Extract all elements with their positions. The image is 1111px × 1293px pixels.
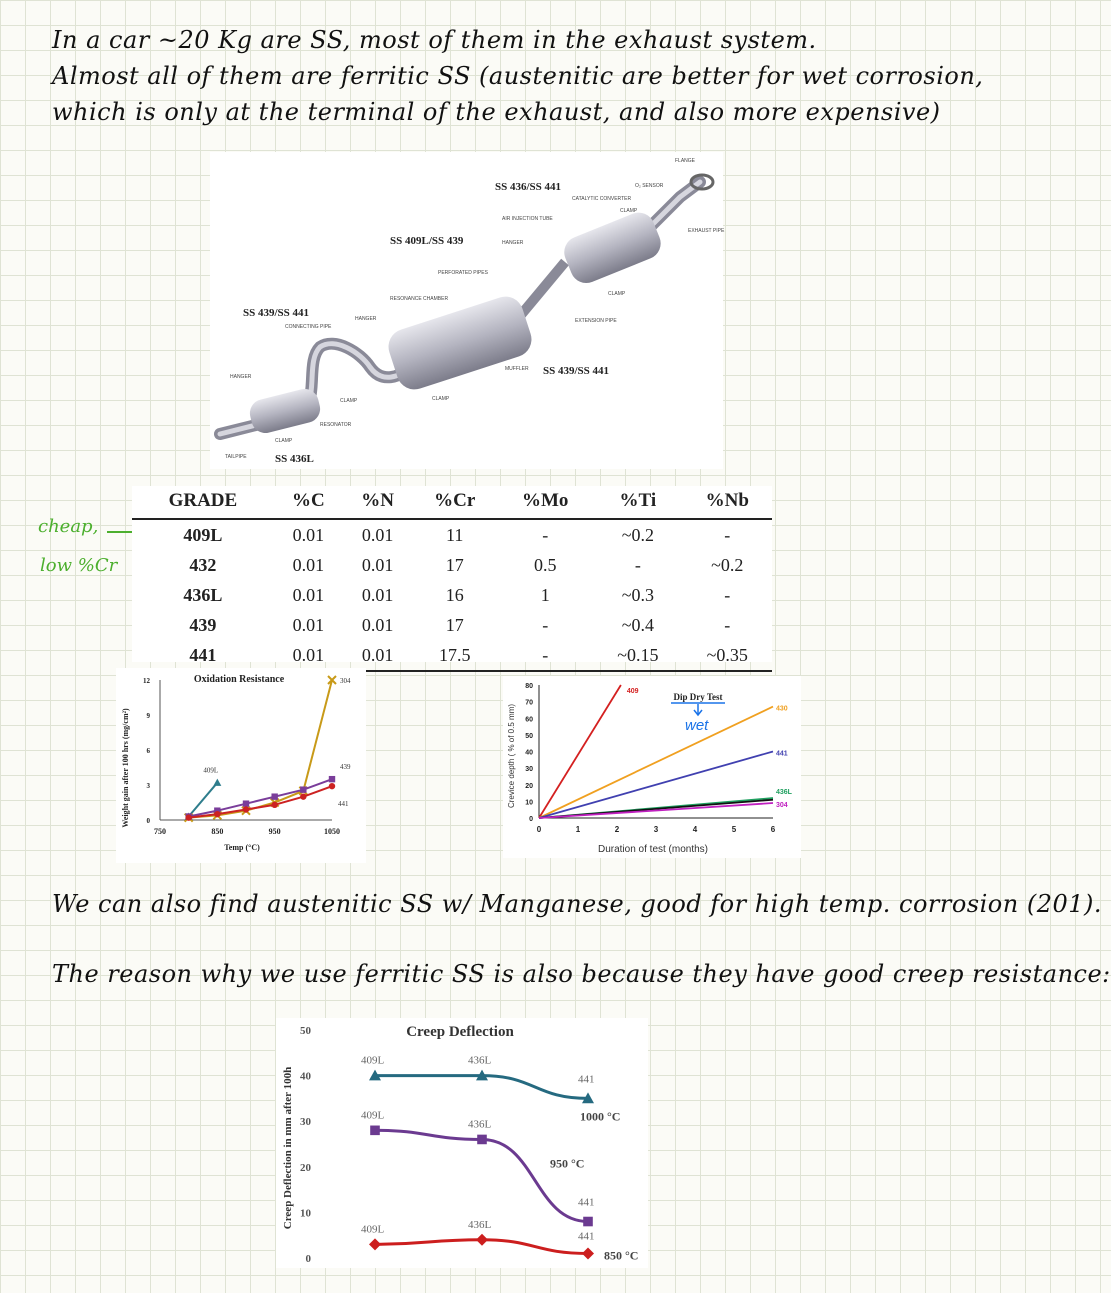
table-header: %C [274, 486, 343, 519]
data-point [583, 1217, 593, 1227]
series-label: 436L [776, 789, 792, 797]
table-cell: 0.01 [361, 584, 394, 605]
table-cell: - [542, 614, 549, 635]
y-axis-label: Crevice depth ( % of 0.5 mm) [507, 703, 516, 809]
table-cell: - [724, 614, 731, 635]
y-tick-label: 0 [305, 1253, 311, 1265]
table-cell: 11 [446, 524, 464, 545]
part-label-clamp-4: CLAMP [432, 396, 450, 402]
part-label-resonance-chamber: RESONANCE CHAMBER [390, 296, 449, 302]
table-cell: 0.5 [533, 554, 557, 575]
note-line-2: Almost all of them are ferritic SS (austenitic are better for wet corrosion, [52, 62, 984, 90]
series-label: 950 °C [550, 1156, 585, 1171]
part-label-o2-sensor: O₂ SENSOR [635, 183, 664, 189]
grade-label-1: SS 436/SS 441 [495, 181, 562, 193]
x-axis-label: Duration of test (months) [597, 844, 709, 855]
y-tick-label: 10 [525, 799, 533, 807]
table-header: %N [343, 486, 412, 519]
y-tick-label: 60 [525, 716, 533, 724]
table-cell: 409L [183, 524, 223, 545]
table-cell: 16 [445, 584, 464, 605]
category-label: 441 [578, 1196, 595, 1209]
data-point [300, 793, 306, 799]
table-cell: 439 [189, 614, 217, 635]
x-tick-label: 950 [268, 827, 281, 836]
table-row [132, 550, 772, 580]
data-point [271, 802, 277, 808]
category-label: 409L [361, 1054, 385, 1067]
data-point [329, 783, 335, 789]
x-tick-label: 6 [770, 825, 776, 834]
x-tick-label: 750 [154, 827, 166, 836]
part-label-clamp-2: CLAMP [608, 291, 626, 297]
grade-label-4: SS 439/SS 441 [543, 365, 610, 377]
table-cell: - [497, 640, 593, 671]
table-cell: ~0.35 [683, 640, 773, 671]
series-label: 850 °C [604, 1248, 639, 1263]
table-cell: - [542, 524, 549, 545]
series-label: 441 [776, 750, 788, 758]
chart-title: Dip Dry Test [673, 692, 723, 702]
grade-label-2: SS 409L/SS 439 [390, 235, 464, 247]
y-tick-label: 20 [300, 1161, 311, 1174]
data-point [369, 1238, 381, 1250]
series-label: 304 [776, 802, 788, 810]
note-line-4: We can also find austenitic SS w/ Manganese, good for high temp. corrosion (201). [52, 890, 1102, 918]
part-label-hanger-2: HANGER [355, 316, 377, 322]
grade-label-5: SS 436L [275, 453, 314, 465]
x-tick-label: 5 [731, 825, 737, 834]
x-tick-label: 1050 [324, 827, 340, 836]
series-label: 409 [626, 688, 639, 695]
oxidation-chart-panel [116, 668, 366, 863]
part-label-air-injection-tube: AIR INJECTION TUBE [502, 216, 553, 222]
table-cell: 0.01 [292, 554, 325, 575]
table-cell: 17.5 [412, 640, 497, 671]
part-label-extension-pipe: EXTENSION PIPE [575, 318, 617, 324]
part-label-clamp-5: CLAMP [275, 438, 293, 444]
table-cell: 0.01 [361, 614, 394, 635]
y-tick-label: 6 [146, 747, 150, 755]
table-cell: ~0.15 [593, 640, 682, 671]
y-tick-label: 30 [300, 1116, 311, 1129]
composition-table [132, 486, 772, 672]
series-label: 441 [338, 800, 349, 809]
series-line [189, 779, 332, 816]
y-axis-label: Weight gain after 100 hrs (mg/cm²) [121, 708, 130, 828]
category-label: 441 [578, 1073, 595, 1086]
data-point [582, 1247, 594, 1259]
creep-deflection-chart [276, 1018, 648, 1268]
note-line-3: which is only at the terminal of the exhaust, and also more expensive) [52, 98, 941, 126]
table-cell: ~0.4 [621, 614, 654, 635]
table-cell: 0.01 [361, 554, 394, 575]
data-point [477, 1135, 487, 1145]
part-label-resonator: RESONATOR [320, 422, 352, 428]
x-tick-label: 2 [614, 825, 620, 834]
exhaust-system-diagram [210, 152, 723, 469]
series-label: 439 [340, 763, 351, 772]
data-point [476, 1234, 488, 1246]
chart-title: Creep Deflection [406, 1024, 514, 1040]
part-label-perforated-pipes: PERFORATED PIPES [438, 270, 488, 276]
table-cell: - [634, 554, 641, 575]
x-tick-label: 0 [536, 825, 542, 834]
series-line [189, 680, 332, 818]
table-cell: 0.01 [274, 640, 343, 671]
table-row [132, 519, 772, 550]
table-cell: ~0.3 [621, 584, 654, 605]
y-tick-label: 50 [525, 732, 533, 740]
series-label: 430 [776, 705, 788, 713]
category-label: 436L [468, 1218, 492, 1231]
y-axis-label: Creep Deflection in mm after 100h [282, 1066, 294, 1230]
data-point [243, 806, 249, 812]
note-line-5: The reason why we use ferritic SS is also because they have good creep resistance: [52, 960, 1111, 988]
table-cell: 432 [189, 554, 217, 575]
data-point [370, 1126, 380, 1136]
category-label: 409L [361, 1223, 385, 1236]
x-axis-label: Temp (°C) [224, 843, 260, 852]
part-label-muffler: MUFFLER [505, 366, 529, 372]
series-label: 304 [340, 677, 351, 685]
creep-chart-panel [276, 1018, 648, 1268]
y-tick-label: 0 [146, 817, 150, 825]
chart-title: Oxidation Resistance [193, 674, 285, 685]
dip-dry-test-chart [503, 676, 801, 858]
series-label: 409L [203, 766, 219, 775]
wet-annotation: wet [685, 717, 709, 734]
data-point [271, 793, 277, 799]
table-cell: ~0.2 [621, 524, 654, 545]
table-header: %Cr [412, 486, 497, 519]
y-tick-label: 0 [529, 816, 533, 823]
y-tick-label: 9 [146, 712, 150, 720]
y-tick-label: 3 [146, 782, 150, 790]
table-row [132, 610, 772, 640]
table-header: %Nb [683, 486, 773, 519]
part-label-clamp-1: CLAMP [620, 208, 638, 214]
table-row [132, 640, 772, 671]
y-tick-label: 50 [300, 1025, 311, 1037]
category-label: 441 [578, 1230, 595, 1243]
data-point [185, 814, 191, 820]
x-tick-label: 4 [692, 825, 698, 834]
y-tick-label: 70 [525, 699, 533, 707]
table-cell: 17 [445, 554, 464, 575]
part-label-flange: FLANGE [675, 158, 696, 164]
y-tick-label: 40 [525, 749, 533, 757]
table-cell: 0.01 [343, 640, 412, 671]
series-label: 1000 °C [580, 1109, 621, 1124]
data-point [300, 786, 306, 792]
data-point [213, 779, 221, 786]
x-tick-label: 3 [653, 825, 659, 834]
table-cell: - [724, 584, 731, 605]
part-label-hanger-1: HANGER [502, 240, 524, 246]
annotation-low-cr: low %Cr [40, 555, 118, 576]
category-label: 436L [468, 1118, 492, 1131]
data-point [214, 811, 220, 817]
composition-table-panel [132, 486, 772, 665]
annotation-cheap: cheap, [38, 516, 99, 537]
table-cell: - [724, 524, 731, 545]
grade-label-3: SS 439/SS 441 [243, 307, 310, 319]
y-tick-label: 80 [525, 683, 533, 690]
y-tick-label: 10 [300, 1207, 311, 1220]
table-header: %Ti [593, 486, 682, 519]
oxidation-resistance-chart [116, 668, 366, 863]
data-point [243, 800, 249, 806]
table-cell: 0.01 [292, 524, 325, 545]
table-header-row [132, 486, 772, 519]
part-label-hanger-3: HANGER [230, 374, 252, 380]
note-line-1: In a car ~20 Kg are SS, most of them in the exhaust system. [52, 26, 817, 54]
table-cell: ~0.2 [711, 554, 744, 575]
table-cell: 0.01 [292, 614, 325, 635]
table-header: GRADE [132, 486, 274, 519]
y-tick-label: 12 [143, 677, 150, 685]
table-cell: 441 [132, 640, 274, 671]
part-label-exhaust-pipe: EXHAUST PIPE [688, 228, 725, 234]
y-tick-label: 30 [525, 766, 533, 774]
dip-dry-chart-panel [503, 676, 801, 858]
x-tick-label: 1 [575, 825, 581, 834]
table-row [132, 580, 772, 610]
table-cell: 436L [183, 584, 223, 605]
table-cell: 1 [540, 584, 550, 605]
series-line [539, 803, 773, 818]
part-label-catalytic-converter: CATALYTIC CONVERTER [572, 196, 632, 202]
y-tick-label: 40 [300, 1070, 311, 1083]
table-cell: 17 [445, 614, 464, 635]
table-header: %Mo [497, 486, 593, 519]
part-label-connecting-pipe: CONNECTING PIPE [285, 324, 332, 330]
table-cell: 0.01 [361, 524, 394, 545]
table-cell: 0.01 [292, 584, 325, 605]
x-tick-label: 850 [211, 827, 224, 836]
data-point [329, 776, 335, 782]
category-label: 436L [468, 1054, 492, 1067]
part-label-clamp-3: CLAMP [340, 398, 358, 404]
y-tick-label: 20 [525, 782, 533, 790]
part-label-tailpipe: TAILPIPE [225, 454, 247, 460]
category-label: 409L [361, 1109, 385, 1122]
